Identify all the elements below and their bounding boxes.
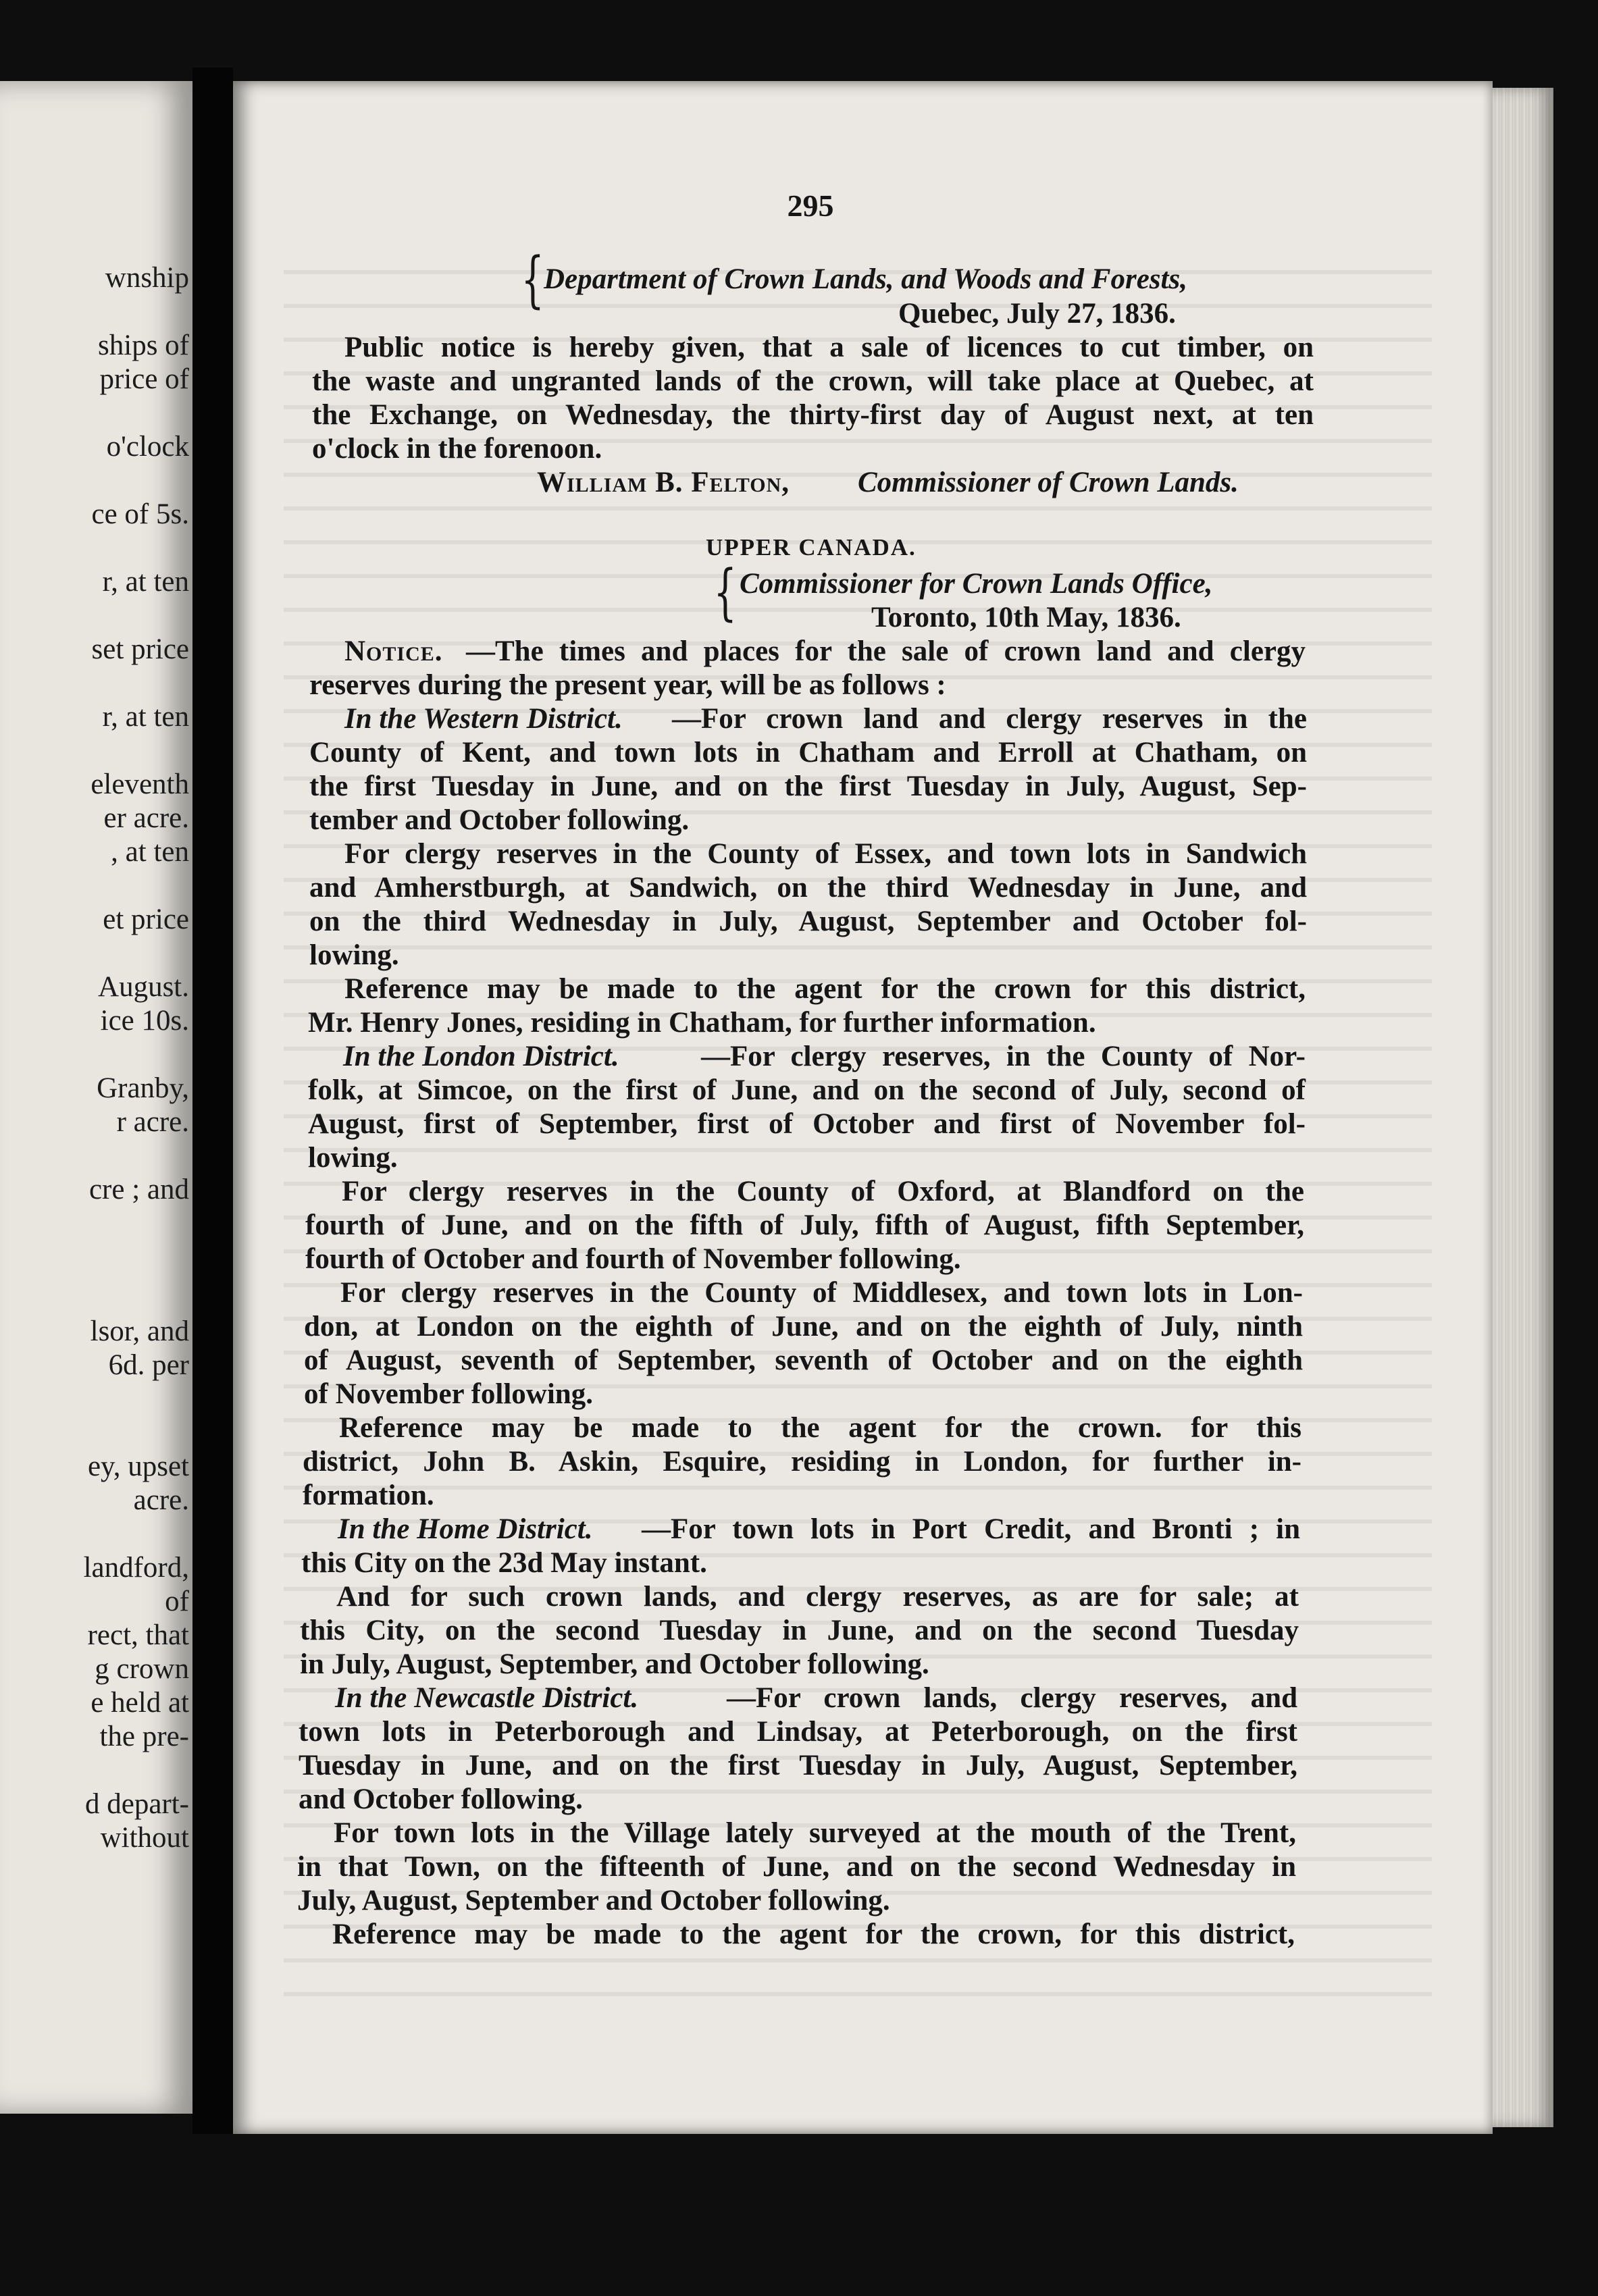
paragraph-line: and Amherstburgh, at Sandwich, on the third Wednesday in June, and <box>309 872 1307 904</box>
left-page-line: ice 10s. <box>100 1005 189 1037</box>
paragraph-line: lowing. <box>308 1142 398 1174</box>
left-page-line: r, at ten <box>102 566 189 598</box>
notice-label: Notice. <box>344 635 443 667</box>
toronto-dateline: Toronto, 10th May, 1836. <box>871 602 1181 633</box>
left-page-line: eleventh <box>91 768 189 800</box>
paragraph-line: Tuesday in June, and on the first Tuesday in July, August, September, <box>299 1750 1297 1781</box>
paragraph-line: of August, seventh of September, seventh of October and on the eighth <box>304 1345 1303 1376</box>
left-page-line: cre ; and <box>88 1174 189 1205</box>
paragraph-line: folk, at Simcoe, on the first of June, and on the second of July, second of <box>308 1074 1306 1106</box>
quebec-dateline: Quebec, July 27, 1836. <box>898 298 1176 330</box>
office-heading: Commissioner for Crown Lands Office, <box>740 568 1213 600</box>
paragraph-line: Mr. Henry Jones, residing in Chatham, for further information. <box>308 1007 1096 1039</box>
left-page-line: lsor, and <box>90 1315 189 1347</box>
page-number: 295 <box>787 188 834 223</box>
paragraph-line: Reference may be made to the agent for the crown. for this <box>339 1412 1301 1444</box>
paragraph-line: of November following. <box>304 1378 593 1410</box>
district-heading: In the Western District. <box>344 703 623 735</box>
left-page-line: wnship <box>105 262 189 294</box>
quebec-notice-line: o'clock in the forenoon. <box>312 433 602 465</box>
left-page-line: ey, upset <box>87 1451 189 1482</box>
quebec-notice-line: the waste and ungranted lands of the crown, will take place at Quebec, at <box>312 365 1314 397</box>
paragraph-line: tember and October following. <box>309 804 690 836</box>
left-page-line: d depart- <box>84 1788 189 1820</box>
paragraph-line: July, August, September and October following. <box>297 1885 890 1916</box>
paragraph-line: For clergy reserves in the County of Essex, and town lots in Sandwich <box>344 838 1307 870</box>
paragraph-line: district, John B. Askin, Esquire, residing in London, for further in- <box>303 1446 1301 1478</box>
quebec-notice-line: Public notice is hereby given, that a sale of licences to cut timber, on <box>344 332 1314 363</box>
left-page-line: the pre- <box>99 1721 189 1752</box>
paragraph-line: fourth of October and fourth of November following. <box>305 1243 961 1275</box>
left-page-line: of <box>165 1586 189 1617</box>
left-page-line: r, at ten <box>102 701 189 733</box>
paragraph-line: and October following. <box>299 1783 583 1815</box>
left-page-line: rect, that <box>87 1619 189 1651</box>
district-heading: In the Newcastle District. <box>335 1682 639 1714</box>
paragraph-line: —For town lots in Port Credit, and Bronti ; in <box>642 1513 1300 1545</box>
paragraph-line: town lots in Peterborough and Lindsay, at Peterborough, on the first <box>299 1716 1297 1748</box>
paragraph-line: —For crown land and clergy reserves in the <box>672 703 1307 735</box>
paragraph-line: this City on the 23d May instant. <box>301 1547 707 1579</box>
left-page-line: er acre. <box>103 802 189 834</box>
signature-title: Commissioner of Crown Lands. <box>858 467 1239 498</box>
paragraph-line: formation. <box>303 1480 434 1511</box>
paragraph-line: Reference may be made to the agent for the crown for this district, <box>344 973 1306 1005</box>
paragraph-line: lowing. <box>309 939 399 971</box>
left-page-line: Granby, <box>97 1072 189 1104</box>
left-page-line: r acre. <box>116 1106 189 1138</box>
left-page-line: , at ten <box>111 836 189 868</box>
left-page-line: 6d. per <box>108 1349 189 1381</box>
left-page-line: e held at <box>91 1687 189 1719</box>
paragraph-line: For clergy reserves in the County of Oxford, at Blandford on the <box>342 1176 1304 1207</box>
paragraph-line: For town lots in the Village lately surveyed at the mouth of the Trent, <box>334 1817 1296 1849</box>
quebec-notice-line: the Exchange, on Wednesday, the thirty-first day of August next, at ten <box>312 399 1314 431</box>
left-page-line: g crown <box>95 1653 189 1685</box>
left-page-line: August. <box>98 971 189 1003</box>
paragraph-line: fourth of June, and on the fifth of July, fifth of August, fifth September, <box>305 1209 1304 1241</box>
left-page-line: et price <box>103 904 189 935</box>
signature-name: William B. Felton, <box>537 467 790 498</box>
brace-mark: { <box>713 557 737 628</box>
paragraph-line: —The times and places for the sale of crown land and clergy <box>466 635 1306 667</box>
paragraph-line: reserves during the present year, will be as follows : <box>309 669 946 701</box>
paragraph-line: For clergy reserves in the County of Middlesex, and town lots in Lon- <box>340 1277 1303 1309</box>
paragraph-line: on the third Wednesday in July, August, September and October fol- <box>309 906 1307 937</box>
paragraph-line: County of Kent, and town lots in Chatham and Erroll at Chatham, on <box>309 737 1307 768</box>
district-heading: In the London District. <box>343 1041 619 1072</box>
paragraph-line: —For clergy reserves, in the County of Nor- <box>701 1041 1306 1072</box>
left-page-line: landford, <box>83 1552 189 1584</box>
paragraph-line: the first Tuesday in June, and on the first Tuesday in July, August, Sep- <box>309 771 1307 802</box>
paragraph-line: in that Town, on the fifteenth of June, and on the second Wednesday in <box>297 1851 1296 1883</box>
left-page-line: set price <box>91 633 189 665</box>
left-page-line: without <box>100 1822 189 1854</box>
book-gutter <box>192 68 233 2134</box>
paragraph-line: in July, August, September, and October following. <box>300 1648 929 1680</box>
department-heading: Department of Crown Lands, and Woods and Forests, <box>544 263 1187 295</box>
district-heading: In the Home District. <box>338 1513 593 1545</box>
paragraph-line: Reference may be made to the agent for the crown, for this district, <box>332 1919 1295 1950</box>
left-page-line: o'clock <box>106 431 189 463</box>
paragraph-line: August, first of September, first of October and first of November fol- <box>308 1108 1306 1140</box>
left-page-line: ce of 5s. <box>91 498 189 530</box>
paragraph-line: And for such crown lands, and clergy reserves, as are for sale; at <box>336 1581 1299 1613</box>
paragraph-line: don, at London on the eighth of June, and on the eighth of July, ninth <box>304 1311 1303 1342</box>
section-heading: UPPER CANADA. <box>706 534 917 560</box>
left-page-line: acre. <box>133 1484 189 1516</box>
facing-page-left <box>0 81 192 2114</box>
paragraph-line: this City, on the second Tuesday in June, and on the second Tuesday <box>300 1615 1299 1646</box>
paragraph-line: —For crown lands, clergy reserves, and <box>727 1682 1297 1714</box>
brace-mark: { <box>521 244 544 315</box>
left-page-line: price of <box>99 363 189 395</box>
left-page-line: ships of <box>98 330 189 361</box>
